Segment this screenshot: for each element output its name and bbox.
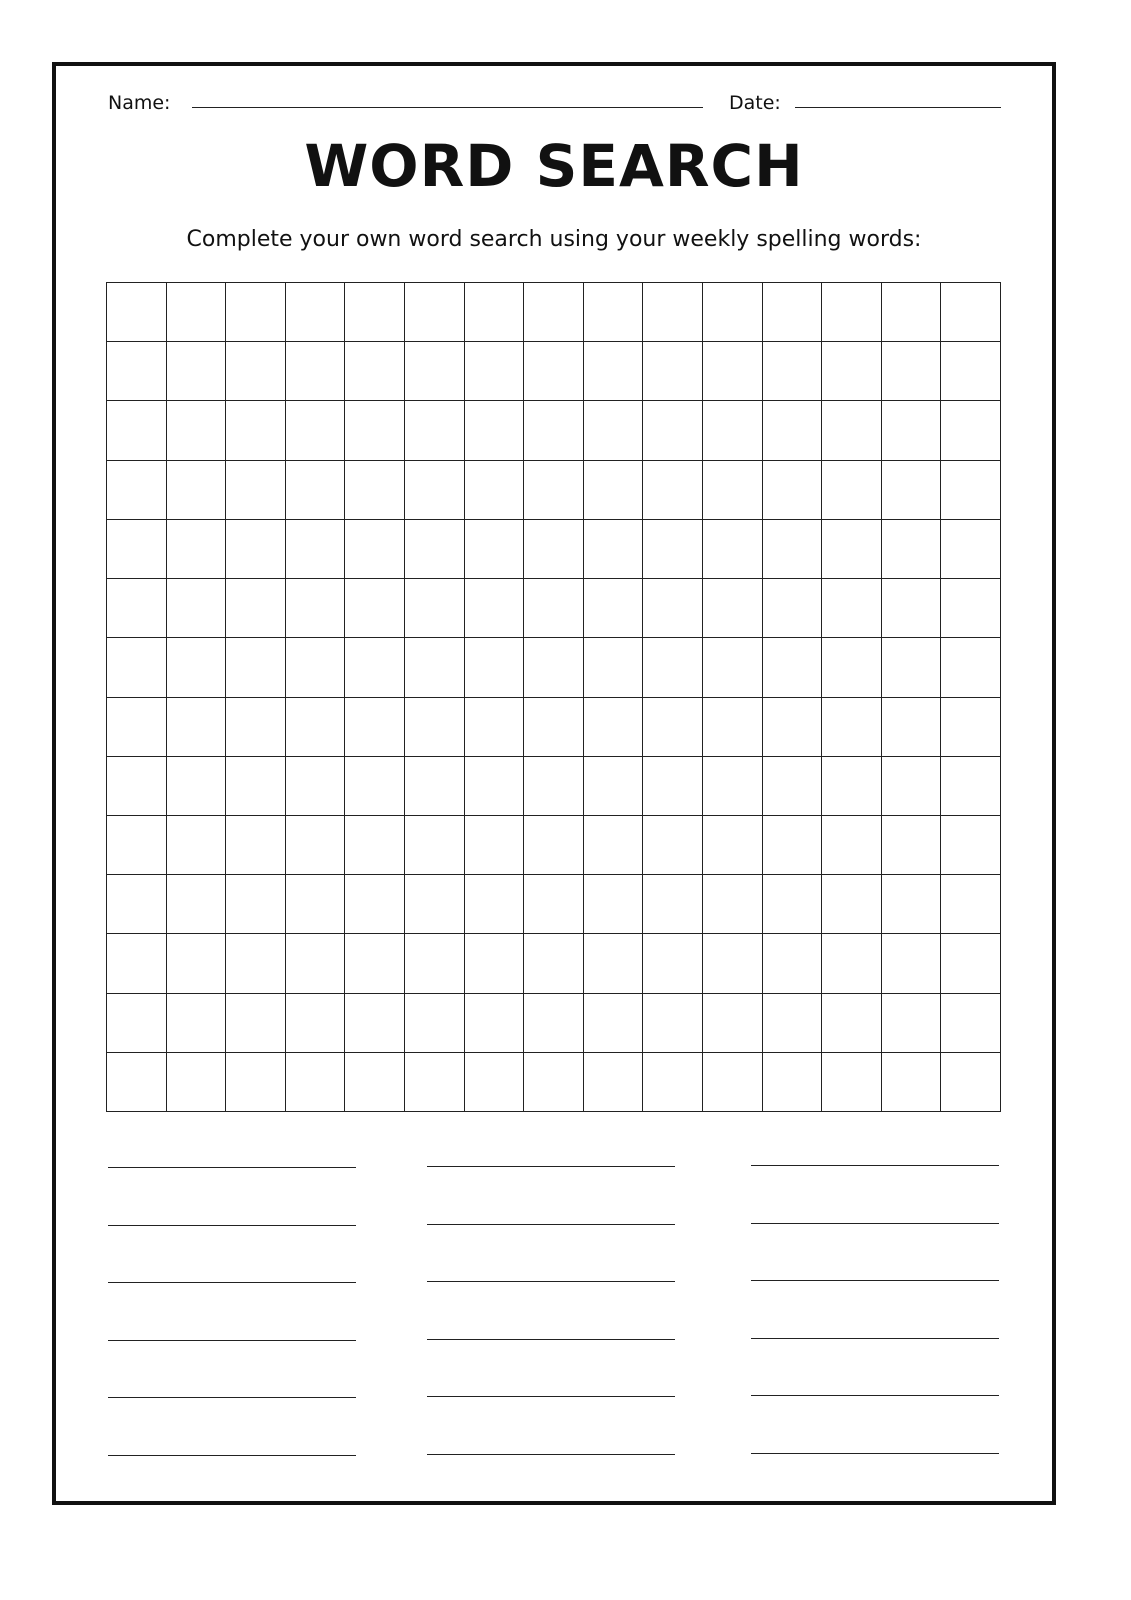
grid-cell[interactable] xyxy=(584,1053,644,1112)
grid-cell[interactable] xyxy=(763,816,823,875)
grid-cell[interactable] xyxy=(584,875,644,934)
word-entry-line[interactable] xyxy=(108,1167,356,1168)
grid-cell[interactable] xyxy=(405,698,465,757)
grid-cell[interactable] xyxy=(763,875,823,934)
word-entry-line[interactable] xyxy=(427,1281,675,1282)
grid-cell[interactable] xyxy=(286,638,346,697)
grid-cell[interactable] xyxy=(107,816,167,875)
grid-cell[interactable] xyxy=(524,579,584,638)
grid-cell[interactable] xyxy=(643,698,703,757)
grid-cell[interactable] xyxy=(822,994,882,1053)
grid-cell[interactable] xyxy=(703,934,763,993)
grid-cell[interactable] xyxy=(167,401,227,460)
grid-cell[interactable] xyxy=(584,283,644,342)
grid-cell[interactable] xyxy=(882,816,942,875)
grid-cell[interactable] xyxy=(286,579,346,638)
grid-cell[interactable] xyxy=(167,579,227,638)
grid-cell[interactable] xyxy=(703,875,763,934)
grid-cell[interactable] xyxy=(941,461,1001,520)
grid-cell[interactable] xyxy=(703,816,763,875)
grid-cell[interactable] xyxy=(465,638,525,697)
grid-cell[interactable] xyxy=(882,875,942,934)
grid-cell[interactable] xyxy=(226,638,286,697)
grid-cell[interactable] xyxy=(643,520,703,579)
grid-cell[interactable] xyxy=(107,934,167,993)
grid-cell[interactable] xyxy=(524,401,584,460)
grid-cell[interactable] xyxy=(465,579,525,638)
grid-cell[interactable] xyxy=(345,994,405,1053)
grid-cell[interactable] xyxy=(643,1053,703,1112)
grid-cell[interactable] xyxy=(584,579,644,638)
word-entry-line[interactable] xyxy=(108,1455,356,1456)
grid-cell[interactable] xyxy=(822,875,882,934)
grid-cell[interactable] xyxy=(822,638,882,697)
grid-cell[interactable] xyxy=(107,520,167,579)
grid-cell[interactable] xyxy=(882,283,942,342)
grid-cell[interactable] xyxy=(941,698,1001,757)
grid-cell[interactable] xyxy=(345,461,405,520)
grid-cell[interactable] xyxy=(167,520,227,579)
grid-cell[interactable] xyxy=(405,757,465,816)
grid-cell[interactable] xyxy=(107,1053,167,1112)
grid-cell[interactable] xyxy=(763,934,823,993)
grid-cell[interactable] xyxy=(524,875,584,934)
grid-cell[interactable] xyxy=(465,1053,525,1112)
grid-cell[interactable] xyxy=(345,401,405,460)
grid-cell[interactable] xyxy=(524,520,584,579)
grid-cell[interactable] xyxy=(226,461,286,520)
grid-cell[interactable] xyxy=(703,520,763,579)
grid-cell[interactable] xyxy=(524,757,584,816)
grid-cell[interactable] xyxy=(524,342,584,401)
grid-cell[interactable] xyxy=(226,934,286,993)
grid-cell[interactable] xyxy=(286,520,346,579)
grid-cell[interactable] xyxy=(226,875,286,934)
word-entry-line[interactable] xyxy=(427,1396,675,1397)
grid-cell[interactable] xyxy=(405,342,465,401)
instructions-text: Complete your own word search using your weekly spelling words: xyxy=(186,227,922,252)
grid-cell[interactable] xyxy=(465,934,525,993)
grid-cell[interactable] xyxy=(524,283,584,342)
grid-cell[interactable] xyxy=(763,283,823,342)
grid-cell[interactable] xyxy=(345,875,405,934)
grid-cell[interactable] xyxy=(465,401,525,460)
grid-cell[interactable] xyxy=(345,757,405,816)
grid-cell[interactable] xyxy=(167,342,227,401)
grid-cell[interactable] xyxy=(465,283,525,342)
grid-cell[interactable] xyxy=(763,520,823,579)
grid-cell[interactable] xyxy=(465,875,525,934)
grid-cell[interactable] xyxy=(286,698,346,757)
grid-cell[interactable] xyxy=(345,579,405,638)
grid-cell[interactable] xyxy=(226,1053,286,1112)
grid-cell[interactable] xyxy=(822,579,882,638)
grid-cell[interactable] xyxy=(524,994,584,1053)
grid-cell[interactable] xyxy=(226,342,286,401)
grid-cell[interactable] xyxy=(107,579,167,638)
word-entry-line[interactable] xyxy=(751,1338,999,1339)
grid-cell[interactable] xyxy=(584,698,644,757)
grid-cell[interactable] xyxy=(882,401,942,460)
word-entry-line[interactable] xyxy=(427,1339,675,1340)
grid-cell[interactable] xyxy=(405,1053,465,1112)
word-entry-line[interactable] xyxy=(108,1340,356,1341)
grid-cell[interactable] xyxy=(822,342,882,401)
grid-cell[interactable] xyxy=(882,638,942,697)
grid-cell[interactable] xyxy=(345,816,405,875)
grid-cell[interactable] xyxy=(941,342,1001,401)
name-field[interactable] xyxy=(192,107,703,108)
grid-cell[interactable] xyxy=(882,579,942,638)
grid-cell[interactable] xyxy=(643,461,703,520)
grid-cell[interactable] xyxy=(107,638,167,697)
grid-cell[interactable] xyxy=(643,283,703,342)
grid-cell[interactable] xyxy=(882,994,942,1053)
grid-cell[interactable] xyxy=(107,401,167,460)
grid-cell[interactable] xyxy=(107,461,167,520)
grid-cell[interactable] xyxy=(703,401,763,460)
grid-cell[interactable] xyxy=(167,1053,227,1112)
grid-cell[interactable] xyxy=(584,816,644,875)
grid-cell[interactable] xyxy=(465,757,525,816)
grid-cell[interactable] xyxy=(345,638,405,697)
grid-cell[interactable] xyxy=(226,698,286,757)
grid-cell[interactable] xyxy=(822,816,882,875)
grid-cell[interactable] xyxy=(643,757,703,816)
grid-cell[interactable] xyxy=(703,638,763,697)
grid-cell[interactable] xyxy=(107,698,167,757)
grid-cell[interactable] xyxy=(643,401,703,460)
grid-cell[interactable] xyxy=(524,816,584,875)
grid-cell[interactable] xyxy=(167,875,227,934)
grid-cell[interactable] xyxy=(882,757,942,816)
grid-cell[interactable] xyxy=(524,698,584,757)
grid-cell[interactable] xyxy=(703,461,763,520)
grid-cell[interactable] xyxy=(465,520,525,579)
grid-cell[interactable] xyxy=(286,875,346,934)
grid-cell[interactable] xyxy=(763,638,823,697)
grid-cell[interactable] xyxy=(107,757,167,816)
grid-cell[interactable] xyxy=(703,283,763,342)
grid-cell[interactable] xyxy=(941,875,1001,934)
grid-cell[interactable] xyxy=(763,994,823,1053)
grid-cell[interactable] xyxy=(286,401,346,460)
grid-cell[interactable] xyxy=(226,816,286,875)
grid-cell[interactable] xyxy=(405,934,465,993)
grid-cell[interactable] xyxy=(941,401,1001,460)
grid-cell[interactable] xyxy=(643,579,703,638)
grid-cell[interactable] xyxy=(226,757,286,816)
grid-cell[interactable] xyxy=(643,875,703,934)
grid-cell[interactable] xyxy=(405,461,465,520)
grid-cell[interactable] xyxy=(167,283,227,342)
grid-cell[interactable] xyxy=(286,757,346,816)
grid-cell[interactable] xyxy=(643,638,703,697)
grid-cell[interactable] xyxy=(703,579,763,638)
grid-cell[interactable] xyxy=(941,579,1001,638)
grid-cell[interactable] xyxy=(345,934,405,993)
grid-cell[interactable] xyxy=(405,401,465,460)
word-entry-line[interactable] xyxy=(751,1280,999,1281)
grid-cell[interactable] xyxy=(822,461,882,520)
grid-cell[interactable] xyxy=(167,757,227,816)
grid-cell[interactable] xyxy=(286,934,346,993)
word-search-grid xyxy=(106,282,1001,1112)
word-entry-line[interactable] xyxy=(751,1395,999,1396)
word-entry-line[interactable] xyxy=(108,1225,356,1226)
grid-cell[interactable] xyxy=(405,875,465,934)
grid-cell[interactable] xyxy=(941,994,1001,1053)
grid-cell[interactable] xyxy=(763,342,823,401)
grid-cell[interactable] xyxy=(941,934,1001,993)
grid-cell[interactable] xyxy=(584,638,644,697)
grid-cell[interactable] xyxy=(941,816,1001,875)
grid-cell[interactable] xyxy=(524,1053,584,1112)
grid-cell[interactable] xyxy=(643,994,703,1053)
grid-cell[interactable] xyxy=(226,579,286,638)
grid-cell[interactable] xyxy=(941,757,1001,816)
grid-cell[interactable] xyxy=(822,401,882,460)
grid-cell[interactable] xyxy=(405,283,465,342)
grid-cell[interactable] xyxy=(822,520,882,579)
grid-cell[interactable] xyxy=(941,638,1001,697)
grid-cell[interactable] xyxy=(763,698,823,757)
grid-cell[interactable] xyxy=(167,934,227,993)
word-entry-line[interactable] xyxy=(751,1165,999,1166)
grid-cell[interactable] xyxy=(465,994,525,1053)
grid-cell[interactable] xyxy=(167,698,227,757)
grid-cell[interactable] xyxy=(584,757,644,816)
grid-cell[interactable] xyxy=(882,698,942,757)
word-entry-line[interactable] xyxy=(427,1166,675,1167)
grid-cell[interactable] xyxy=(763,401,823,460)
grid-cell[interactable] xyxy=(703,342,763,401)
grid-cell[interactable] xyxy=(524,461,584,520)
grid-cell[interactable] xyxy=(584,994,644,1053)
grid-cell[interactable] xyxy=(763,757,823,816)
grid-cell[interactable] xyxy=(703,698,763,757)
grid-cell[interactable] xyxy=(822,757,882,816)
grid-cell[interactable] xyxy=(763,579,823,638)
date-field[interactable] xyxy=(795,107,1001,108)
grid-cell[interactable] xyxy=(345,283,405,342)
grid-cell[interactable] xyxy=(405,638,465,697)
grid-cell[interactable] xyxy=(167,816,227,875)
word-entry-line[interactable] xyxy=(427,1454,675,1455)
grid-cell[interactable] xyxy=(226,520,286,579)
grid-cell[interactable] xyxy=(107,283,167,342)
grid-cell[interactable] xyxy=(286,994,346,1053)
grid-cell[interactable] xyxy=(584,934,644,993)
grid-cell[interactable] xyxy=(226,401,286,460)
date-label: Date: xyxy=(729,92,781,114)
grid-cell[interactable] xyxy=(167,461,227,520)
grid-cell[interactable] xyxy=(584,520,644,579)
word-entry-line[interactable] xyxy=(108,1397,356,1398)
grid-cell[interactable] xyxy=(405,994,465,1053)
grid-cell[interactable] xyxy=(286,283,346,342)
grid-cell[interactable] xyxy=(584,401,644,460)
grid-cell[interactable] xyxy=(345,1053,405,1112)
grid-cell[interactable] xyxy=(763,461,823,520)
grid-cell[interactable] xyxy=(167,638,227,697)
grid-cell[interactable] xyxy=(822,934,882,993)
grid-cell[interactable] xyxy=(345,520,405,579)
grid-cell[interactable] xyxy=(405,579,465,638)
grid-cell[interactable] xyxy=(584,461,644,520)
grid-cell[interactable] xyxy=(822,283,882,342)
grid-cell[interactable] xyxy=(286,1053,346,1112)
grid-cell[interactable] xyxy=(345,698,405,757)
grid-cell[interactable] xyxy=(703,994,763,1053)
grid-cell[interactable] xyxy=(107,994,167,1053)
word-entry-line[interactable] xyxy=(108,1282,356,1283)
grid-cell[interactable] xyxy=(941,520,1001,579)
grid-cell[interactable] xyxy=(405,816,465,875)
grid-cell[interactable] xyxy=(286,816,346,875)
grid-cell[interactable] xyxy=(107,342,167,401)
grid-cell[interactable] xyxy=(941,283,1001,342)
page-title: WORD SEARCH xyxy=(304,132,804,200)
grid-cell[interactable] xyxy=(286,342,346,401)
grid-cell[interactable] xyxy=(465,698,525,757)
grid-cell[interactable] xyxy=(107,875,167,934)
grid-cell[interactable] xyxy=(882,461,942,520)
grid-cell[interactable] xyxy=(822,698,882,757)
grid-cell[interactable] xyxy=(703,1053,763,1112)
grid-cell[interactable] xyxy=(226,994,286,1053)
word-entry-line[interactable] xyxy=(751,1453,999,1454)
grid-cell[interactable] xyxy=(822,1053,882,1112)
grid-cell[interactable] xyxy=(286,461,346,520)
grid-cell[interactable] xyxy=(524,638,584,697)
grid-cell[interactable] xyxy=(643,342,703,401)
grid-cell[interactable] xyxy=(703,757,763,816)
grid-cell[interactable] xyxy=(465,816,525,875)
grid-cell[interactable] xyxy=(941,1053,1001,1112)
word-entry-line[interactable] xyxy=(751,1223,999,1224)
grid-cell[interactable] xyxy=(882,520,942,579)
grid-cell[interactable] xyxy=(465,461,525,520)
grid-cell[interactable] xyxy=(226,283,286,342)
grid-cell[interactable] xyxy=(882,934,942,993)
grid-cell[interactable] xyxy=(465,342,525,401)
grid-cell[interactable] xyxy=(345,342,405,401)
grid-cell[interactable] xyxy=(882,342,942,401)
grid-cell[interactable] xyxy=(584,342,644,401)
word-entry-line[interactable] xyxy=(427,1224,675,1225)
grid-cell[interactable] xyxy=(643,934,703,993)
grid-cell[interactable] xyxy=(167,994,227,1053)
grid-cell[interactable] xyxy=(643,816,703,875)
grid-cell[interactable] xyxy=(405,520,465,579)
grid-cell[interactable] xyxy=(524,934,584,993)
grid-cell[interactable] xyxy=(882,1053,942,1112)
grid-cell[interactable] xyxy=(763,1053,823,1112)
name-label: Name: xyxy=(108,92,171,114)
